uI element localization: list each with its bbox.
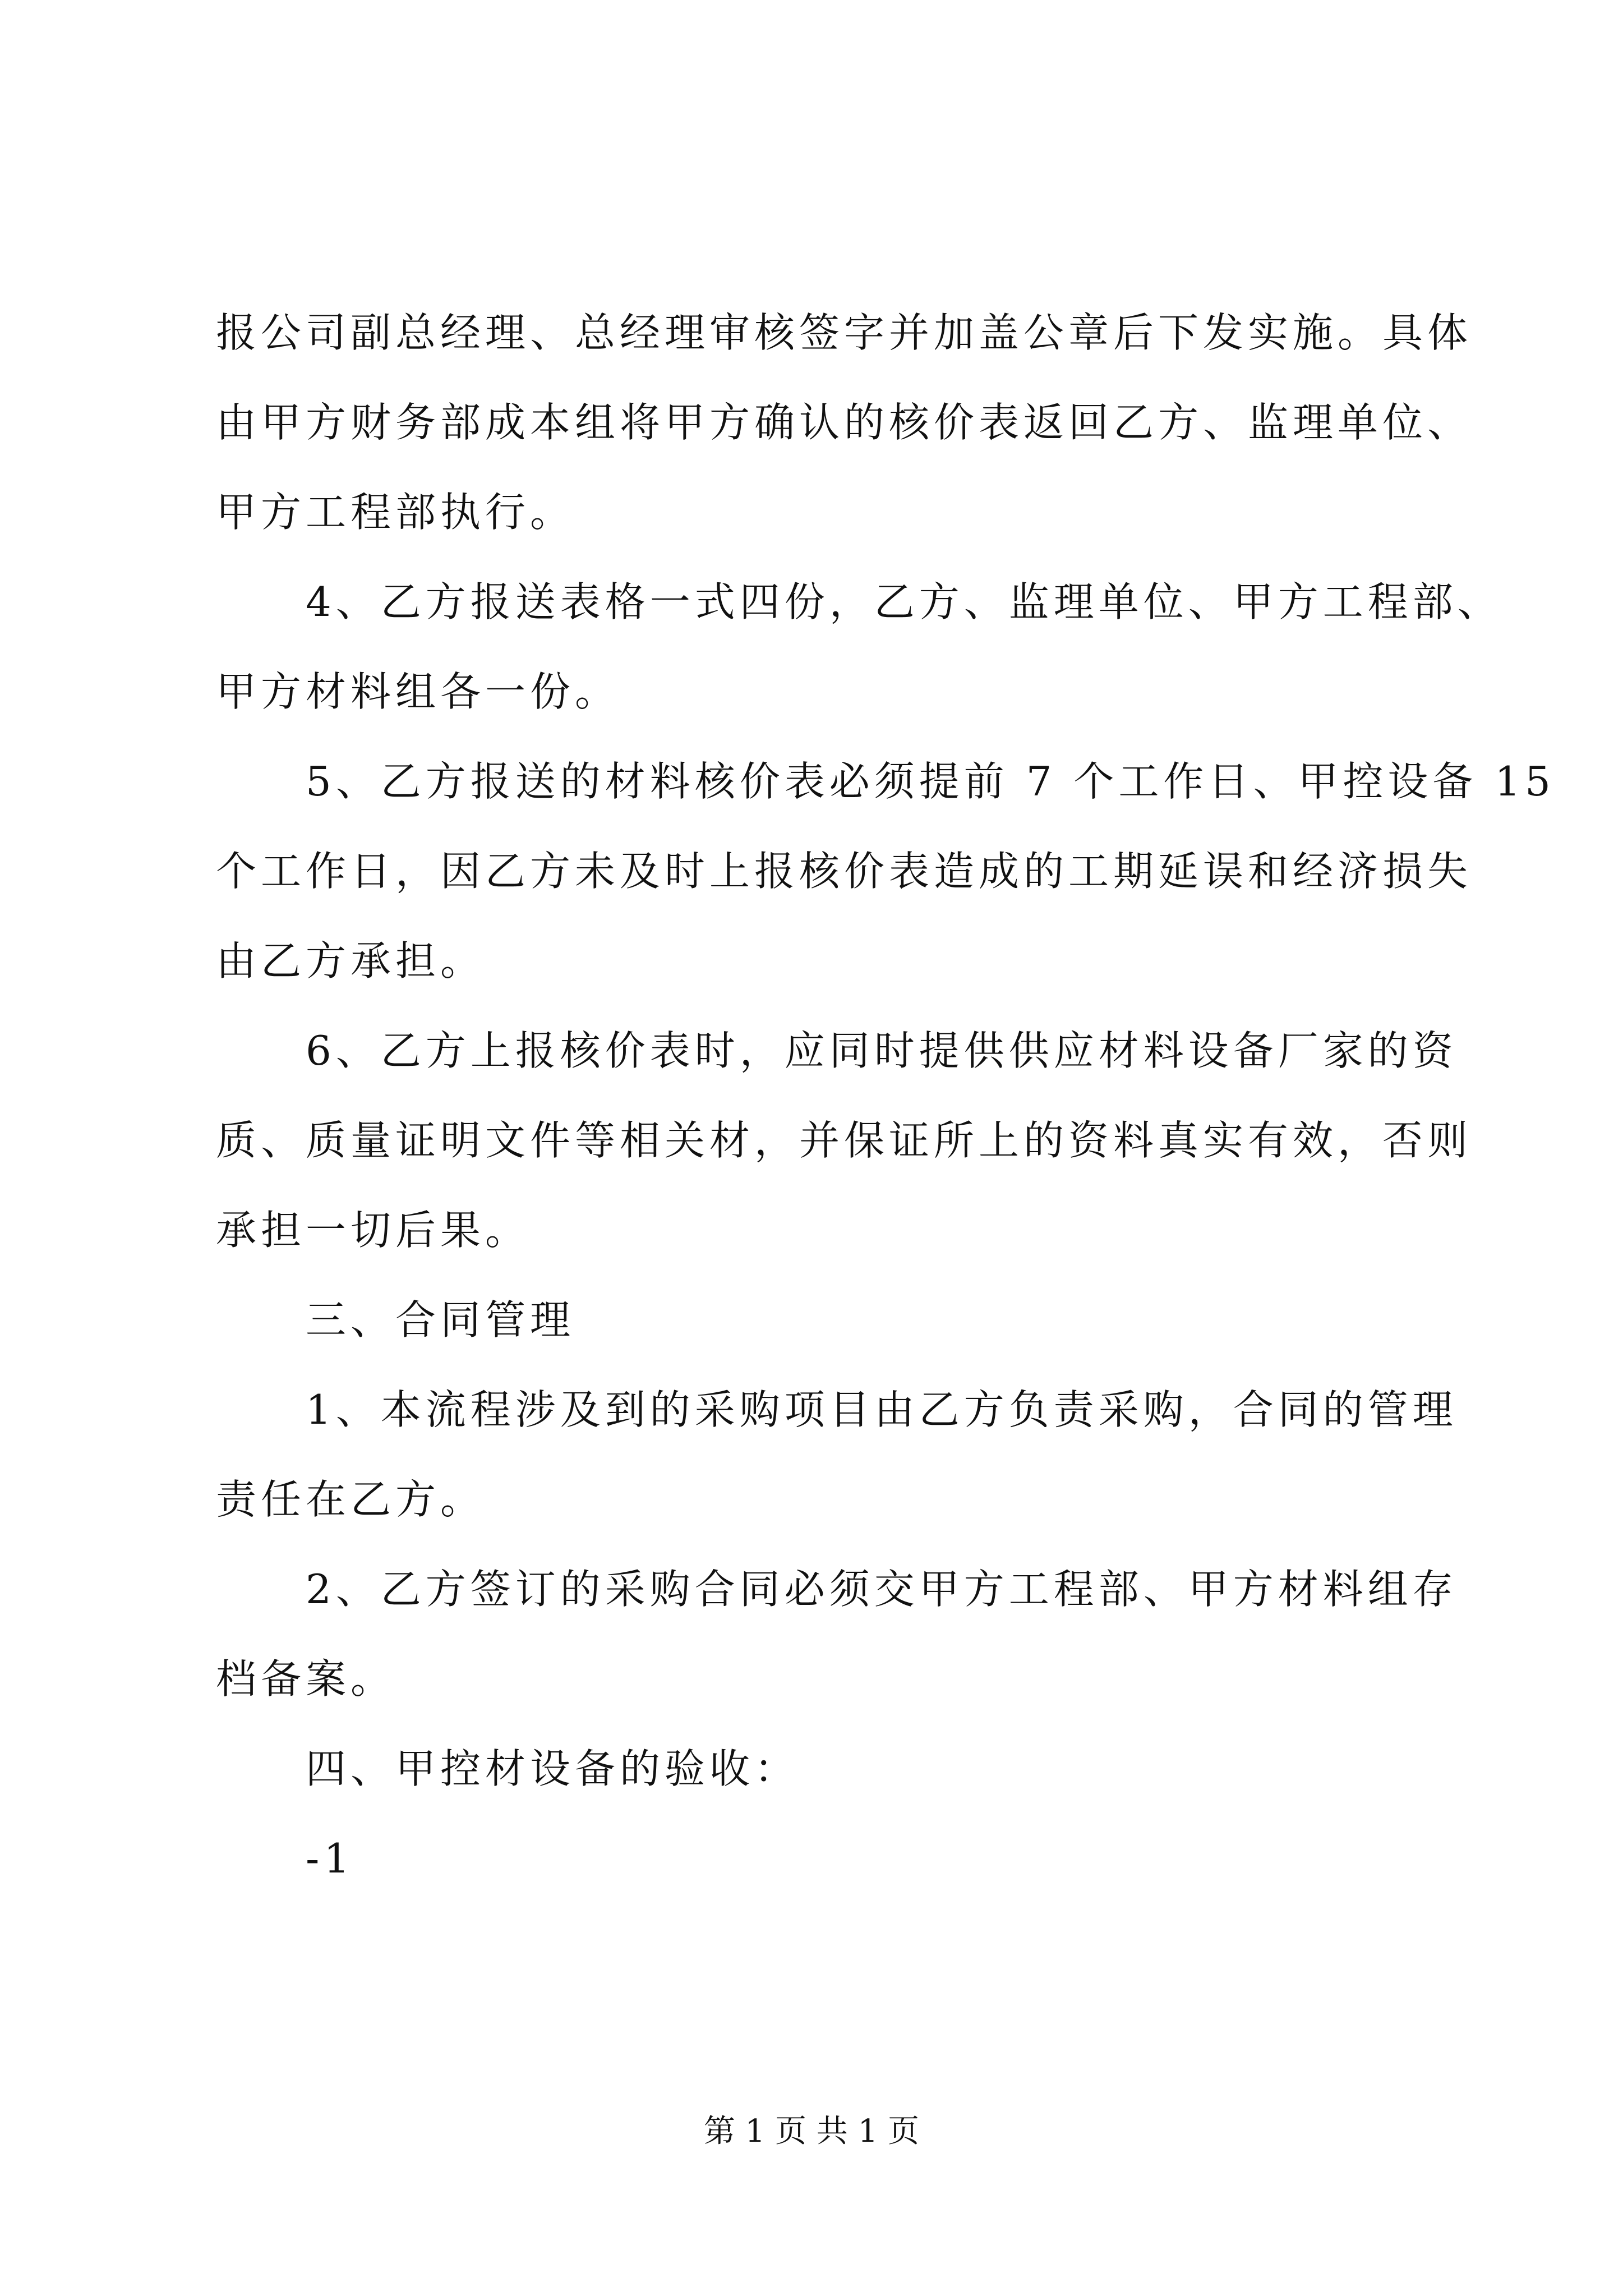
text-line: 6、乙方上报核价表时，应同时提供供应材料设备厂家的资 <box>306 1027 1458 1074</box>
text-line: 责任在乙方。 <box>216 1476 486 1523</box>
text-line: 1、本流程涉及到的采购项目由乙方负责采购，合同的管理 <box>306 1386 1458 1433</box>
text-line: 个工作日，因乙方未及时上报核价表造成的工期延误和经济损失 <box>216 848 1473 895</box>
text-line: 甲方工程部执行。 <box>216 489 575 536</box>
section-heading: 四、甲控材设备的验收： <box>306 1745 800 1792</box>
text-line: 由甲方财务部成本组将甲方确认的核价表返回乙方、监理单位、 <box>216 399 1473 446</box>
text-line: 档备案。 <box>216 1655 396 1703</box>
document-body <box>216 306 1555 1921</box>
text-line: -1 <box>306 1835 354 1882</box>
page-footer: 第 1 页 共 1 页 <box>703 2113 920 2150</box>
text-line: 报公司副总经理、总经理审核签字并加盖公章后下发实施。具体 <box>216 309 1473 356</box>
text-line: 由乙方承担。 <box>216 937 486 984</box>
text-line: 承担一切后果。 <box>216 1207 531 1254</box>
text-line: 甲方材料组各一份。 <box>216 668 620 715</box>
text-line: 质、质量证明文件等相关材，并保证所上的资料真实有效，否则 <box>216 1117 1473 1164</box>
section-heading: 三、合同管理 <box>306 1296 575 1343</box>
text-line: 4、乙方报送表格一式四份，乙方、监理单位、甲方工程部、 <box>306 578 1502 625</box>
text-line: 5、乙方报送的材料核价表必须提前 7 个工作日、甲控设备 15 <box>306 758 1555 805</box>
text-line: 2、乙方签订的采购合同必须交甲方工程部、甲方材料组存 <box>306 1566 1458 1613</box>
